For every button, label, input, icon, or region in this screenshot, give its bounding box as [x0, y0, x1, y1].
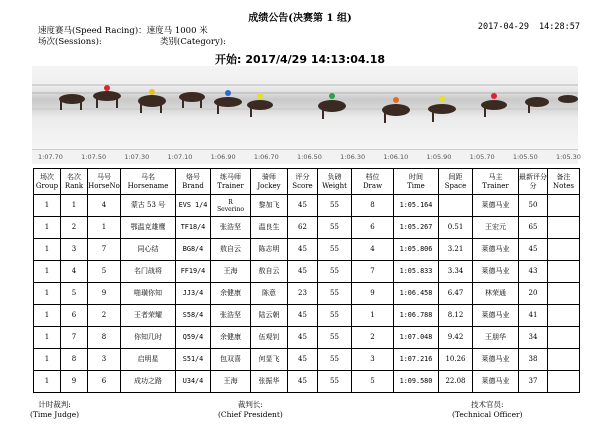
table-cell: 8: [61, 349, 88, 371]
table-cell: 45: [288, 195, 318, 217]
table-cell: 6.47: [439, 283, 473, 305]
column-header: [548, 169, 580, 195]
table-row: [34, 327, 580, 349]
table-cell: 55: [318, 283, 352, 305]
table-cell: 王朋华: [473, 327, 519, 349]
table-cell: 王宏元: [473, 217, 519, 239]
table-cell: 2: [352, 327, 394, 349]
table-cell: 莱德马业: [473, 261, 519, 283]
column-header: [88, 169, 121, 195]
table-cell: 你知几时: [121, 327, 176, 349]
timeline-tick: 1:05.70: [469, 153, 495, 161]
table-row: [34, 195, 580, 217]
table-cell: 8: [352, 195, 394, 217]
table-cell: 5: [352, 371, 394, 393]
table-cell: EVS 1/4: [176, 195, 211, 217]
results-table: [33, 168, 580, 393]
category-label: 类别(Category):: [160, 37, 226, 47]
column-header-cn: 时间: [409, 172, 423, 181]
table-cell: 9: [61, 371, 88, 393]
table-cell: 莱德马业: [473, 349, 519, 371]
table-cell: 1: [34, 327, 61, 349]
table-cell: 包双喜: [211, 349, 251, 371]
table-cell: 1:05.267: [394, 217, 439, 239]
timeline-tick: 1:07.10: [167, 153, 193, 161]
table-cell: 1:07.216: [394, 349, 439, 371]
column-header: [439, 169, 473, 195]
column-header: [251, 169, 288, 195]
table-cell: [548, 283, 580, 305]
table-cell: 6: [61, 305, 88, 327]
timeline-tick: 1:06.70: [253, 153, 279, 161]
table-cell: [548, 239, 580, 261]
table-cell: 65: [519, 217, 548, 239]
table-cell: 何显飞: [251, 349, 288, 371]
column-header-en: Draw: [362, 181, 383, 190]
column-header-en: Trainer: [217, 181, 244, 190]
table-row: [34, 305, 580, 327]
table-cell: Q59/4: [176, 327, 211, 349]
table-cell: [548, 349, 580, 371]
column-header: [519, 169, 548, 195]
table-cell: TF18/4: [176, 217, 211, 239]
signature-role: (Chief President): [218, 410, 283, 419]
timeline-tick: 1:07.50: [81, 153, 107, 161]
table-cell: 1: [34, 195, 61, 217]
column-header-cn: 骑师: [262, 172, 276, 181]
table-cell: 莱德马业: [473, 239, 519, 261]
signature-chief-president: [218, 400, 283, 420]
table-cell: 55: [318, 327, 352, 349]
table-cell: 45: [288, 371, 318, 393]
table-row: [34, 261, 580, 283]
table-cell: S51/4: [176, 349, 211, 371]
column-header-cn: 评分: [295, 172, 310, 181]
column-header: [61, 169, 88, 195]
column-header-cn: 烙号: [186, 172, 200, 181]
table-cell: 1:07.048: [394, 327, 439, 349]
table-cell: 55: [318, 349, 352, 371]
table-cell: 王海: [211, 371, 251, 393]
table-cell: 5: [88, 261, 121, 283]
column-header-cn: 马主: [488, 172, 503, 181]
table-cell: 敖自云: [251, 261, 288, 283]
event-name: 速度赛马(Speed Racing)：速度马 1000 米: [38, 26, 208, 36]
column-header-en: Brand: [182, 181, 204, 190]
table-cell: 9: [352, 283, 394, 305]
table-cell: 敖自云: [211, 239, 251, 261]
column-header: [318, 169, 352, 195]
table-cell: 同心结: [121, 239, 176, 261]
table-cell: 1: [61, 195, 88, 217]
table-cell: 3: [88, 349, 121, 371]
table-cell: 38: [519, 349, 548, 371]
table-cell: 9.42: [439, 327, 473, 349]
column-header-cn: 马名: [141, 172, 155, 181]
table-cell: 55: [318, 261, 352, 283]
table-row: [34, 283, 580, 305]
table-cell: 王者荣耀: [121, 305, 176, 327]
table-row: [34, 217, 580, 239]
table-cell: 余健康: [211, 283, 251, 305]
table-cell: 名门战将: [121, 261, 176, 283]
table-cell: 8.12: [439, 305, 473, 327]
table-cell: 启明星: [121, 349, 176, 371]
table-cell: 1:05.833: [394, 261, 439, 283]
column-header: [473, 169, 519, 195]
table-cell: 45: [288, 327, 318, 349]
table-cell: [439, 195, 473, 217]
table-header-row: [34, 169, 580, 195]
column-header-en: 分: [529, 181, 537, 190]
table-cell: 莱德马业: [473, 195, 519, 217]
signature-role: (Time Judge): [30, 410, 80, 419]
table-cell: 1:09.580: [394, 371, 439, 393]
table-cell: 2: [88, 305, 121, 327]
timeline-tick: 1:07.70: [38, 153, 63, 161]
column-header-cn: 间距: [448, 172, 463, 181]
table-cell: 1:05.164: [394, 195, 439, 217]
table-cell: 7: [88, 239, 121, 261]
table-cell: 3: [352, 349, 394, 371]
table-cell: 1: [34, 217, 61, 239]
signature-technical-officer: [452, 400, 523, 420]
table-cell: 陆云朝: [251, 305, 288, 327]
timeline-tick: 1:06.50: [297, 153, 322, 161]
column-header-en: Score: [292, 181, 313, 190]
table-cell: 9: [88, 283, 121, 305]
table-cell: 41: [519, 305, 548, 327]
table-cell: 成功之路: [121, 371, 176, 393]
table-cell: 张浩坚: [211, 217, 251, 239]
table-cell: 1: [34, 349, 61, 371]
table-row: [34, 239, 580, 261]
table-cell: 鄂温克雄鹰: [121, 217, 176, 239]
table-cell: 1: [352, 305, 394, 327]
column-header: [121, 169, 176, 195]
table-cell: 余健康: [211, 327, 251, 349]
session-label: 场次(Sessions):: [38, 37, 102, 47]
timeline-tick: 1:06.90: [210, 153, 236, 161]
signature-label: 计时裁判:: [38, 400, 71, 409]
column-header-en: Group: [35, 181, 59, 190]
table-cell: 1:06.788: [394, 305, 439, 327]
start-label: 开始:: [214, 53, 242, 66]
column-header-en: Space: [444, 181, 467, 190]
table-cell: 23: [288, 283, 318, 305]
timeline-tick: 1:05.50: [512, 153, 538, 161]
table-cell: [548, 217, 580, 239]
table-cell: 1: [88, 217, 121, 239]
table-cell: [548, 371, 580, 393]
column-header-en: Jockey: [257, 181, 281, 190]
print-time: 14:28:57: [539, 22, 580, 32]
table-cell: 温良生: [251, 217, 288, 239]
table-cell: 62: [288, 217, 318, 239]
table-cell: 陈志明: [251, 239, 288, 261]
table-cell: 1: [34, 305, 61, 327]
table-cell: 张振华: [251, 371, 288, 393]
column-header: [34, 169, 61, 195]
table-cell: 5: [61, 283, 88, 305]
photo-finish-image: [32, 66, 578, 149]
signature-label: 裁判长:: [237, 400, 263, 409]
table-cell: 1: [34, 371, 61, 393]
table-cell: 1: [34, 261, 61, 283]
table-cell: 22.08: [439, 371, 473, 393]
column-header-en: Horsename: [127, 181, 169, 190]
table-cell: 55: [318, 195, 352, 217]
table-cell: [548, 195, 580, 217]
table-cell: [548, 261, 580, 283]
column-header-en: Weight: [322, 181, 347, 190]
table-cell: 林荣通: [473, 283, 519, 305]
table-cell: 陈意: [251, 283, 288, 305]
column-header: [352, 169, 394, 195]
column-header-en: Rank: [64, 181, 84, 190]
start-time: [0, 51, 600, 67]
table-cell: JJ3/4: [176, 283, 211, 305]
timeline-tick: 1:05.90: [426, 153, 452, 161]
table-row: [34, 349, 580, 371]
timeline-tick: 1:06.10: [383, 153, 409, 161]
table-cell: 3.34: [439, 261, 473, 283]
table-cell: [548, 327, 580, 349]
table-cell: 45: [288, 349, 318, 371]
table-cell: 莱德马业: [473, 371, 519, 393]
table-cell: 55: [318, 239, 352, 261]
table-cell: 啪璜你知: [121, 283, 176, 305]
column-header-cn: 档位: [365, 172, 380, 181]
table-cell: 黎加飞: [251, 195, 288, 217]
column-header-cn: 最新评分: [519, 172, 547, 181]
table-cell: 43: [519, 261, 548, 283]
column-header: [211, 169, 251, 195]
table-cell: 7: [61, 327, 88, 349]
timeline-tick: 1:07.30: [124, 153, 150, 161]
table-cell: 蒙古 53 号: [121, 195, 176, 217]
signature-time-judge: [30, 400, 79, 420]
column-header-cn: 马号: [97, 172, 111, 181]
column-header-en: HorseNo: [88, 181, 120, 190]
table-cell: 3: [61, 239, 88, 261]
table-cell: 张浩坚: [211, 305, 251, 327]
table-cell: 6: [352, 217, 394, 239]
photo-finish-timeline: [32, 149, 581, 164]
table-cell: 1:05.806: [394, 239, 439, 261]
table-cell: 20: [519, 283, 548, 305]
print-datetime: [478, 22, 580, 32]
table-cell: 1: [34, 283, 61, 305]
column-header: [288, 169, 318, 195]
table-cell: 1:06.458: [394, 283, 439, 305]
column-header-cn: 名次: [67, 172, 81, 181]
table-cell: FF19/4: [176, 261, 211, 283]
table-cell: 王海: [211, 261, 251, 283]
column-header-cn: 练马师: [220, 172, 241, 181]
table-cell: 45: [519, 239, 548, 261]
column-header-en: Time: [407, 181, 425, 190]
table-cell: 4: [352, 239, 394, 261]
table-cell: 45: [288, 261, 318, 283]
table-cell: U34/4: [176, 371, 211, 393]
table-cell: 6: [88, 371, 121, 393]
column-header: [394, 169, 439, 195]
table-cell: 55: [318, 305, 352, 327]
table-cell: 7: [352, 261, 394, 283]
table-cell: 34: [519, 327, 548, 349]
table-cell: 10.26: [439, 349, 473, 371]
table-cell: 55: [318, 217, 352, 239]
column-header-cn: 负磅: [327, 172, 342, 181]
column-header-cn: 备注: [556, 172, 571, 181]
timeline-tick: 1:05.30: [556, 153, 581, 161]
table-cell: S58/4: [176, 305, 211, 327]
table-cell: 45: [288, 239, 318, 261]
table-cell: 1: [34, 239, 61, 261]
column-header: [176, 169, 211, 195]
table-cell: 55: [318, 371, 352, 393]
table-cell: 0.51: [439, 217, 473, 239]
column-header-en: Notes: [553, 181, 574, 190]
table-cell: 莱德马业: [473, 305, 519, 327]
column-header-cn: 场次: [40, 172, 54, 181]
table-cell: 37: [519, 371, 548, 393]
timeline-tick: 1:06.30: [340, 153, 366, 161]
signature-label: 技术官员:: [471, 400, 504, 409]
table-cell: R Severino: [211, 195, 251, 217]
table-cell: 4: [61, 261, 88, 283]
page-title: 成绩公告(决赛第 1 组): [248, 13, 352, 24]
table-cell: 3.21: [439, 239, 473, 261]
signature-role: (Technical Officer): [452, 410, 523, 419]
table-cell: 伍观钊: [251, 327, 288, 349]
print-date: 2017-04-29: [477, 22, 530, 32]
table-row: [34, 371, 580, 393]
column-header-en: Trainer: [482, 181, 509, 190]
table-cell: BG8/4: [176, 239, 211, 261]
table-cell: 4: [88, 195, 121, 217]
table-cell: 45: [288, 305, 318, 327]
table-cell: 2: [61, 217, 88, 239]
start-datetime: 2017/4/29 14:13:04.18: [245, 53, 386, 66]
table-cell: 50: [519, 195, 548, 217]
table-cell: [548, 305, 580, 327]
table-cell: 8: [88, 327, 121, 349]
